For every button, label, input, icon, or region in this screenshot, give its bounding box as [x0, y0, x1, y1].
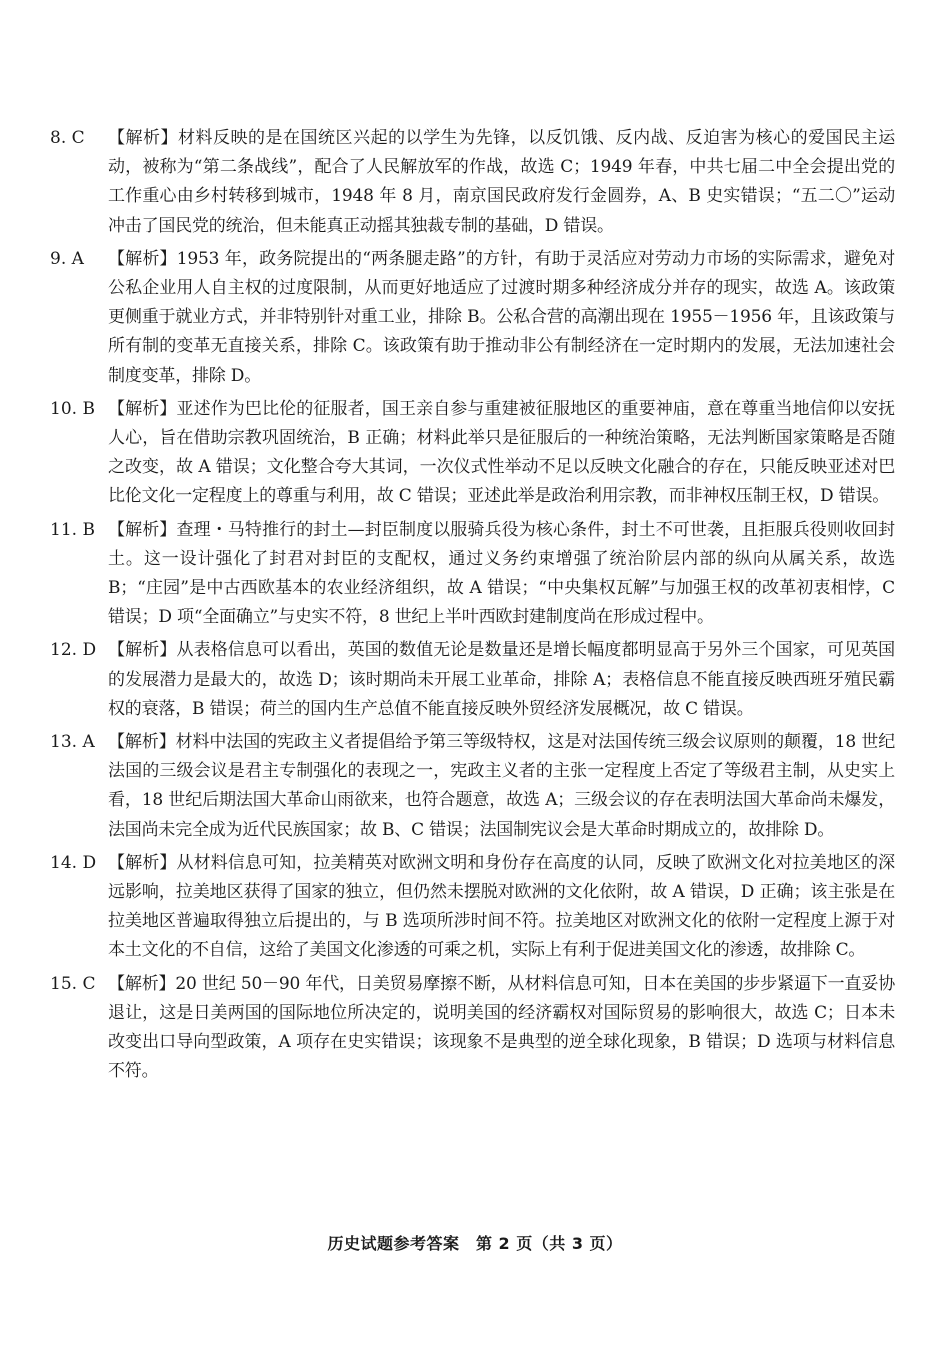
answer-number: 12. D [50, 640, 97, 661]
page-footer: 历史试题参考答案 第 2 页（共 3 页） [327, 1234, 623, 1253]
answer-explanation: 【解析】20 世纪 50－90 年代，日美贸易摩擦不断，从材料信息可知，日本在美国的步步紧逼下一直妥协退让，这是日美两国的国际地位所决定的，说明美国的经济霸权对国际贸易的影响很大，故选 C；日本未改变出口导向型政策，A 项存在史实错误；该现象不是典型的逆全球化现象，B 错误；D 选项与材料信息不符。 [108, 973, 895, 1082]
answer-explanation: 【解析】材料反映的是在国统区兴起的以学生为先锋，以反饥饿、反内战、反迫害为核心的爱国民主运动，被称为“第二条战线”，配合了人民解放军的作战，故选 C；1949 年春，中共七届二中全会提出党的工作重心由乡村转移到城市，1948 年 8 月，南京国民政府发行金圆券，A、B 史实错误；“五二〇”运动冲击了国民党的统治，但未能真正动摇其独裁专制的基础，D 错误。 [108, 128, 895, 236]
answer-number: 14. D [50, 852, 97, 873]
answer-item-13 [50, 728, 895, 845]
answer-number: 11. B [50, 519, 95, 540]
answer-number: 8. C [50, 128, 85, 148]
answer-explanation: 【解析】1953 年，政务院提出的“两条腿走路”的方针，有助于灵活应对劳动力市场的实际需求，避免对公私企业用人自主权的过度限制，从而更好地适应了过渡时期多种经济成分并存的现实，故选 A。该政策更侧重于就业方式，并非特别针对重工业，排除 B。公私合营的高潮出现在 1955－1956 年，且该政策与所有制的变革无直接关系，排除 C。该政策有助于推动非公有制经济在一定时期内的发展，无法加速社会制度变革，排除 D。 [108, 248, 895, 386]
answer-item-9 [50, 245, 895, 391]
answer-item-14 [50, 849, 895, 966]
answer-explanation: 【解析】材料中法国的宪政主义者提倡给予第三等级特权，这是对法国传统三级会议原则的颠覆，18 世纪法国的三级会议是君主专制强化的表现之一，宪政主义者的主张一定程度上否定了等级君主制，从史实上看，18 世纪后期法国大革命山雨欲来，也符合题意，故选 A；三级会议的存在表明法国大革命尚未爆发，法国尚未完全成为近代民族国家；故 B、C 错误；法国制宪议会是大革命时期成立的，故排除 D。 [108, 732, 895, 840]
answer-explanation: 【解析】从表格信息可以看出，英国的数值无论是数量还是增长幅度都明显高于另外三个国家，可见英国的发展潜力是最大的，故选 D；该时期尚未开展工业革命，排除 A；表格信息不能直接反映西班牙殖民霸权的衰落，B 错误；荷兰的国内生产总值不能直接反映外贸经济发展概况，故 C 错误。 [108, 640, 895, 719]
answer-explanation: 【解析】查理・马特推行的封土—封臣制度以服骑兵役为核心条件，封土不可世袭，且拒服兵役则收回封土。这一设计强化了封君对封臣的支配权，通过义务约束增强了统治阶层内部的纵向从属关系，故选 B；“庄园”是中古西欧基本的农业经济组织，故 A 错误；“中央集权瓦解”与加强王权的改革初衷相悖，C 错误；D 项“全面确立”与史实不符，8 世纪上半叶西欧封建制度尚在形成过程中。 [108, 519, 895, 628]
answer-explanation: 【解析】从材料信息可知，拉美精英对欧洲文明和身份存在高度的认同，反映了欧洲文化对拉美地区的深远影响，拉美地区获得了国家的独立，但仍然未摆脱对欧洲的文化依附，故 A 错误，D 正确；该主张是在拉美地区普遍取得独立后提出的，与 B 选项所涉时间不符。拉美地区对欧洲文化的依附一定程度上源于对本土文化的不自信，这给了美国文化渗透的可乘之机，实际上有利于促进美国文化的渗透，故排除 C。 [108, 852, 895, 961]
answer-number: 9. A [50, 248, 84, 269]
answer-item-15 [50, 970, 895, 1087]
answer-item-12 [50, 636, 895, 724]
answer-item-11 [50, 516, 895, 633]
answer-number: 15. C [50, 973, 96, 994]
answer-list [50, 124, 895, 1091]
answer-item-10 [50, 395, 895, 512]
answer-number: 10. B [50, 398, 95, 419]
answer-explanation: 【解析】亚述作为巴比伦的征服者，国王亲自参与重建被征服地区的重要神庙，意在尊重当地信仰以安抚人心，旨在借助宗教巩固统治，B 正确；材料此举只是征服后的一种统治策略，无法判断国家策略是否随之改变，故 A 错误；文化整合夸大其词，一次仪式性举动不足以反映文化融合的存在，只能反映亚述对巴比伦文化一定程度上的尊重与利用，故 C 错误；亚述此举是政治利用宗教，而非神权压制王权，D 错误。 [108, 398, 895, 507]
answer-number: 13. A [50, 732, 95, 753]
answer-item-8 [50, 124, 895, 241]
